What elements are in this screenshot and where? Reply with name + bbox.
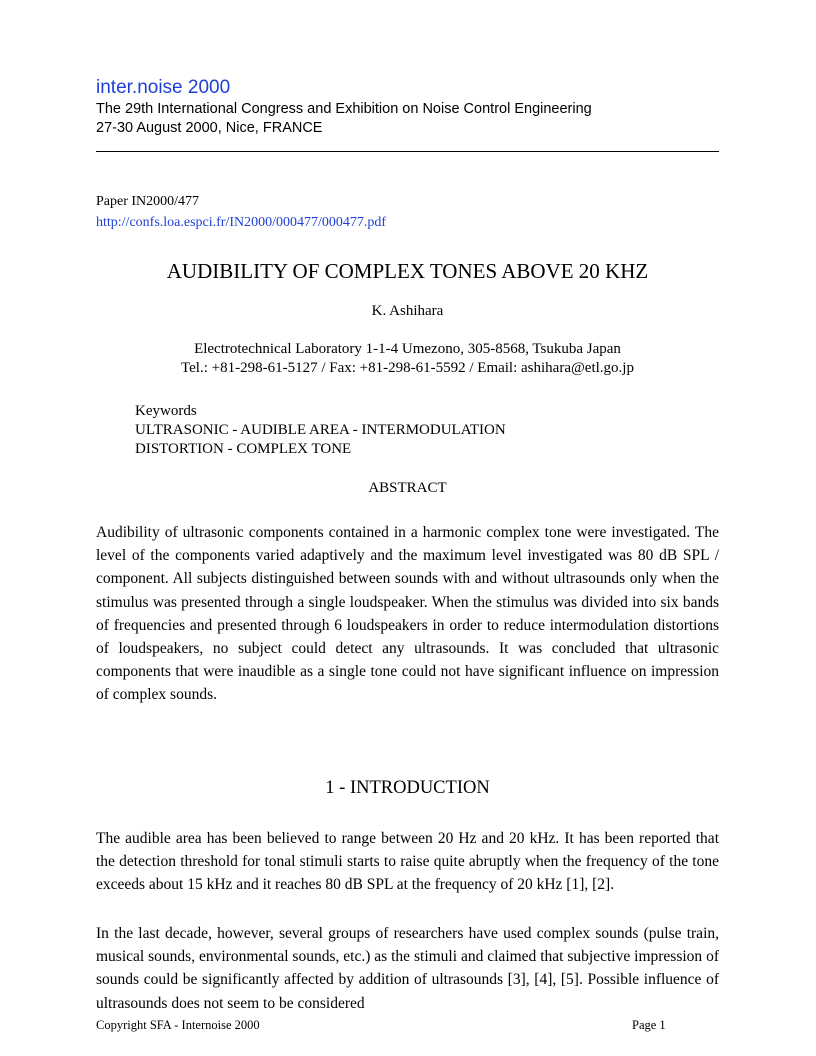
contact-info: Tel.: +81-298-61-5127 / Fax: +81-298-61-5592 / Email: ashihara@etl.go.jp	[181, 360, 634, 376]
paper-id: Paper IN2000/477	[96, 194, 200, 209]
keywords-label: Keywords	[135, 403, 197, 419]
conference-dates: 27-30 August 2000, Nice, FRANCE	[96, 120, 323, 136]
keywords-line-2: DISTORTION - COMPLEX TONE	[135, 441, 352, 457]
intro-paragraph-2: In the last decade, however, several groups of researchers have used complex sounds (pulse train, musical sounds, environmental sounds, etc.) as the stimuli and claimed that subjective impression of sounds could be significantly affected by addition of ultrasounds [3], [4], [5]. Possible influence of ultrasounds does not seem to be considered	[96, 925, 719, 1012]
intro-paragraph-1: The audible area has been believed to range between 20 Hz and 20 kHz. It has been reported that the detection threshold for tonal stimuli starts to raise quite abruptly when the frequency of the tone exceeds about 15 kHz and it reaches 80 dB SPL at the frequency of 20 kHz [1], [2].	[96, 830, 719, 894]
paper-url-link[interactable]: http://confs.loa.espci.fr/IN2000/000477/000477.pdf	[96, 215, 387, 230]
paper-title: AUDIBILITY OF COMPLEX TONES ABOVE 20 KHZ	[166, 259, 649, 283]
section-heading-introduction: 1 - INTRODUCTION	[325, 778, 490, 798]
keywords-line-1: ULTRASONIC - AUDIBLE AREA - INTERMODULATION	[135, 422, 506, 438]
conference-name: inter.noise 2000	[96, 77, 231, 98]
author: K. Ashihara	[371, 303, 444, 319]
footer-page-number: Page 1	[632, 1018, 666, 1032]
header-divider	[96, 151, 719, 152]
abstract-text: Audibility of ultrasonic components contained in a harmonic complex tone were investigated. The level of the components varied adaptively and the maximum level investigated was 80 dB SPL / component. All subjects distinguished between sounds with and without ultrasounds only when the stimulus was presented through a single loudspeaker. When the stimulus was divided into six bands of frequencies and presented through 6 loudspeakers in order to reduce intermodulation distortions of loudspeakers, no subject could detect any ultrasounds. It was concluded that ultrasonic components that were inaudible as a single tone could not have significant influence on impression of complex sounds.	[96, 524, 719, 704]
abstract-heading: ABSTRACT	[368, 480, 447, 496]
affiliation: Electrotechnical Laboratory 1-1-4 Umezono, 305-8568, Tsukuba Japan	[194, 341, 621, 357]
conference-event: The 29th International Congress and Exhibition on Noise Control Engineering	[96, 101, 592, 117]
footer-copyright: Copyright SFA - Internoise 2000	[96, 1018, 260, 1032]
